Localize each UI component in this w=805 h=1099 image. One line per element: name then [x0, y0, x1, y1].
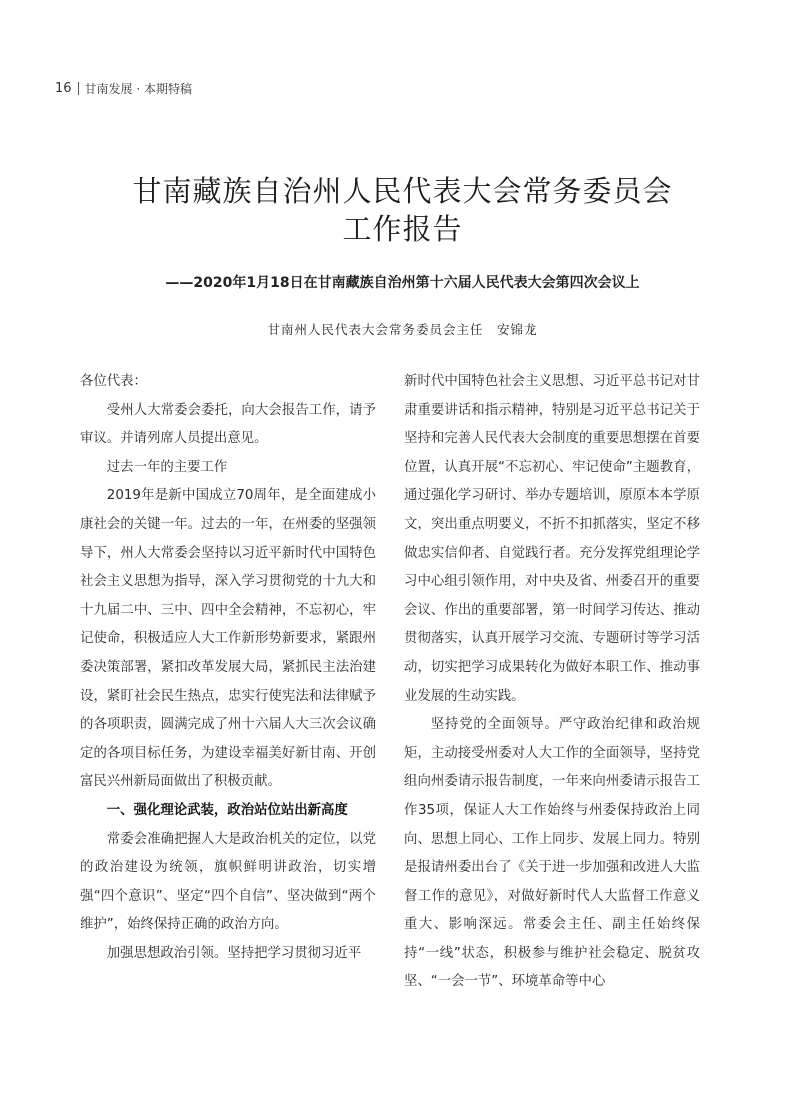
report-title: [0, 172, 805, 248]
paragraph: 受州人大常委会委托，向大会报告工作，请予审议。并请列席人员提出意见。: [80, 402, 376, 447]
paragraph: 常委会准确把握人大是政治机关的定位，以党的政治建设为统领，旗帜鲜明讲政治，切实增强“四个意识”、坚定“四个自信”、坚决做到“两个维护”，始终保持正确的政治方向。: [80, 831, 376, 933]
report-subtitle: ——2020年1月18日在甘南藏族自治州第十六届人民代表大会第四次会议上: [165, 275, 640, 291]
title-line-2: 工作报告: [342, 212, 463, 246]
title-line-1: 甘南藏族自治州人民代表大会常务委员会: [132, 174, 673, 208]
paragraph: 坚持党的全面领导。严守政治纪律和政治规矩，主动接受州委对人大工作的全面领导，坚持党组向州委请示报告制度，一年来向州委请示报告工作35项，保证人大工作始终与州委保持政治上同向、思想上同心、工作上同步、发展上同力。特别是报请州委出台了《关于进一步加强和改进人大监督工作的意见》，对做好新时代人大监督工作意义重大、影响深远。常委会主任、副主任始终保持“一线”状态，积极参与维护社会稳定、脱贫攻坚、“一会一节”、环境革命等中心: [404, 717, 700, 990]
header-divider: [78, 82, 79, 95]
paragraph: 2019年是新中国成立70周年，是全面建成小康社会的关键一年。过去的一年，在州委的坚强领导下，州人大常委会坚持以习近平新时代中国特色社会主义思想为指导，深入学习贯彻党的十九大和十九届二中、三中、四中全会精神，不忘初心，牢记使命，积极适应人大工作新形势新要求，紧跟州委决策部署，紧扣改革发展大局，紧抓民主法治建设，紧盯社会民生热点，忠实行使宪法和法律赋予的各项职责，圆满完成了州十六届人大三次会议确定的各项目标任务，为建设幸福美好新甘南、开创富民兴州新局面做出了积极贡献。: [80, 488, 376, 790]
left-column: [80, 368, 376, 968]
section-heading: 一、强化理论武装，政治站位站出新高度: [106, 802, 348, 818]
right-column: [404, 368, 700, 997]
running-header: [55, 80, 192, 97]
section-subtitle: 过去一年的主要工作: [106, 459, 228, 475]
page-number: 16: [55, 81, 72, 96]
paragraph: 新时代中国特色社会主义思想、习近平总书记对甘肃重要讲话和指示精神，特别是习近平总书记关于坚持和完善人民代表大会制度的重要思想摆在首要位置，认真开展“不忘初心、牢记使命”主题教育，通过强化学习研讨、举办专题培训，原原本本学原文，突出重点明要义，不折不扣抓落实，坚定不移做忠实信仰者、自觉践行者。充分发挥党组理论学习中心组引领作用，对中央及省、州委召开的重要会议、作出的重要部署，第一时间学习传达、推动贯彻落实，认真开展学习交流、专题研讨等学习活动，切实把学习成果转化为做好本职工作、推动事业发展的生动实践。: [404, 374, 700, 704]
section-label: 甘南发展 · 本期特稿: [84, 82, 192, 96]
author-line: 甘南州人民代表大会常务委员会主任 安锦龙: [267, 322, 538, 337]
salutation: 各位代表：: [80, 374, 147, 389]
paragraph: 加强思想政治引领。坚持把学习贯彻习近平: [106, 945, 362, 961]
